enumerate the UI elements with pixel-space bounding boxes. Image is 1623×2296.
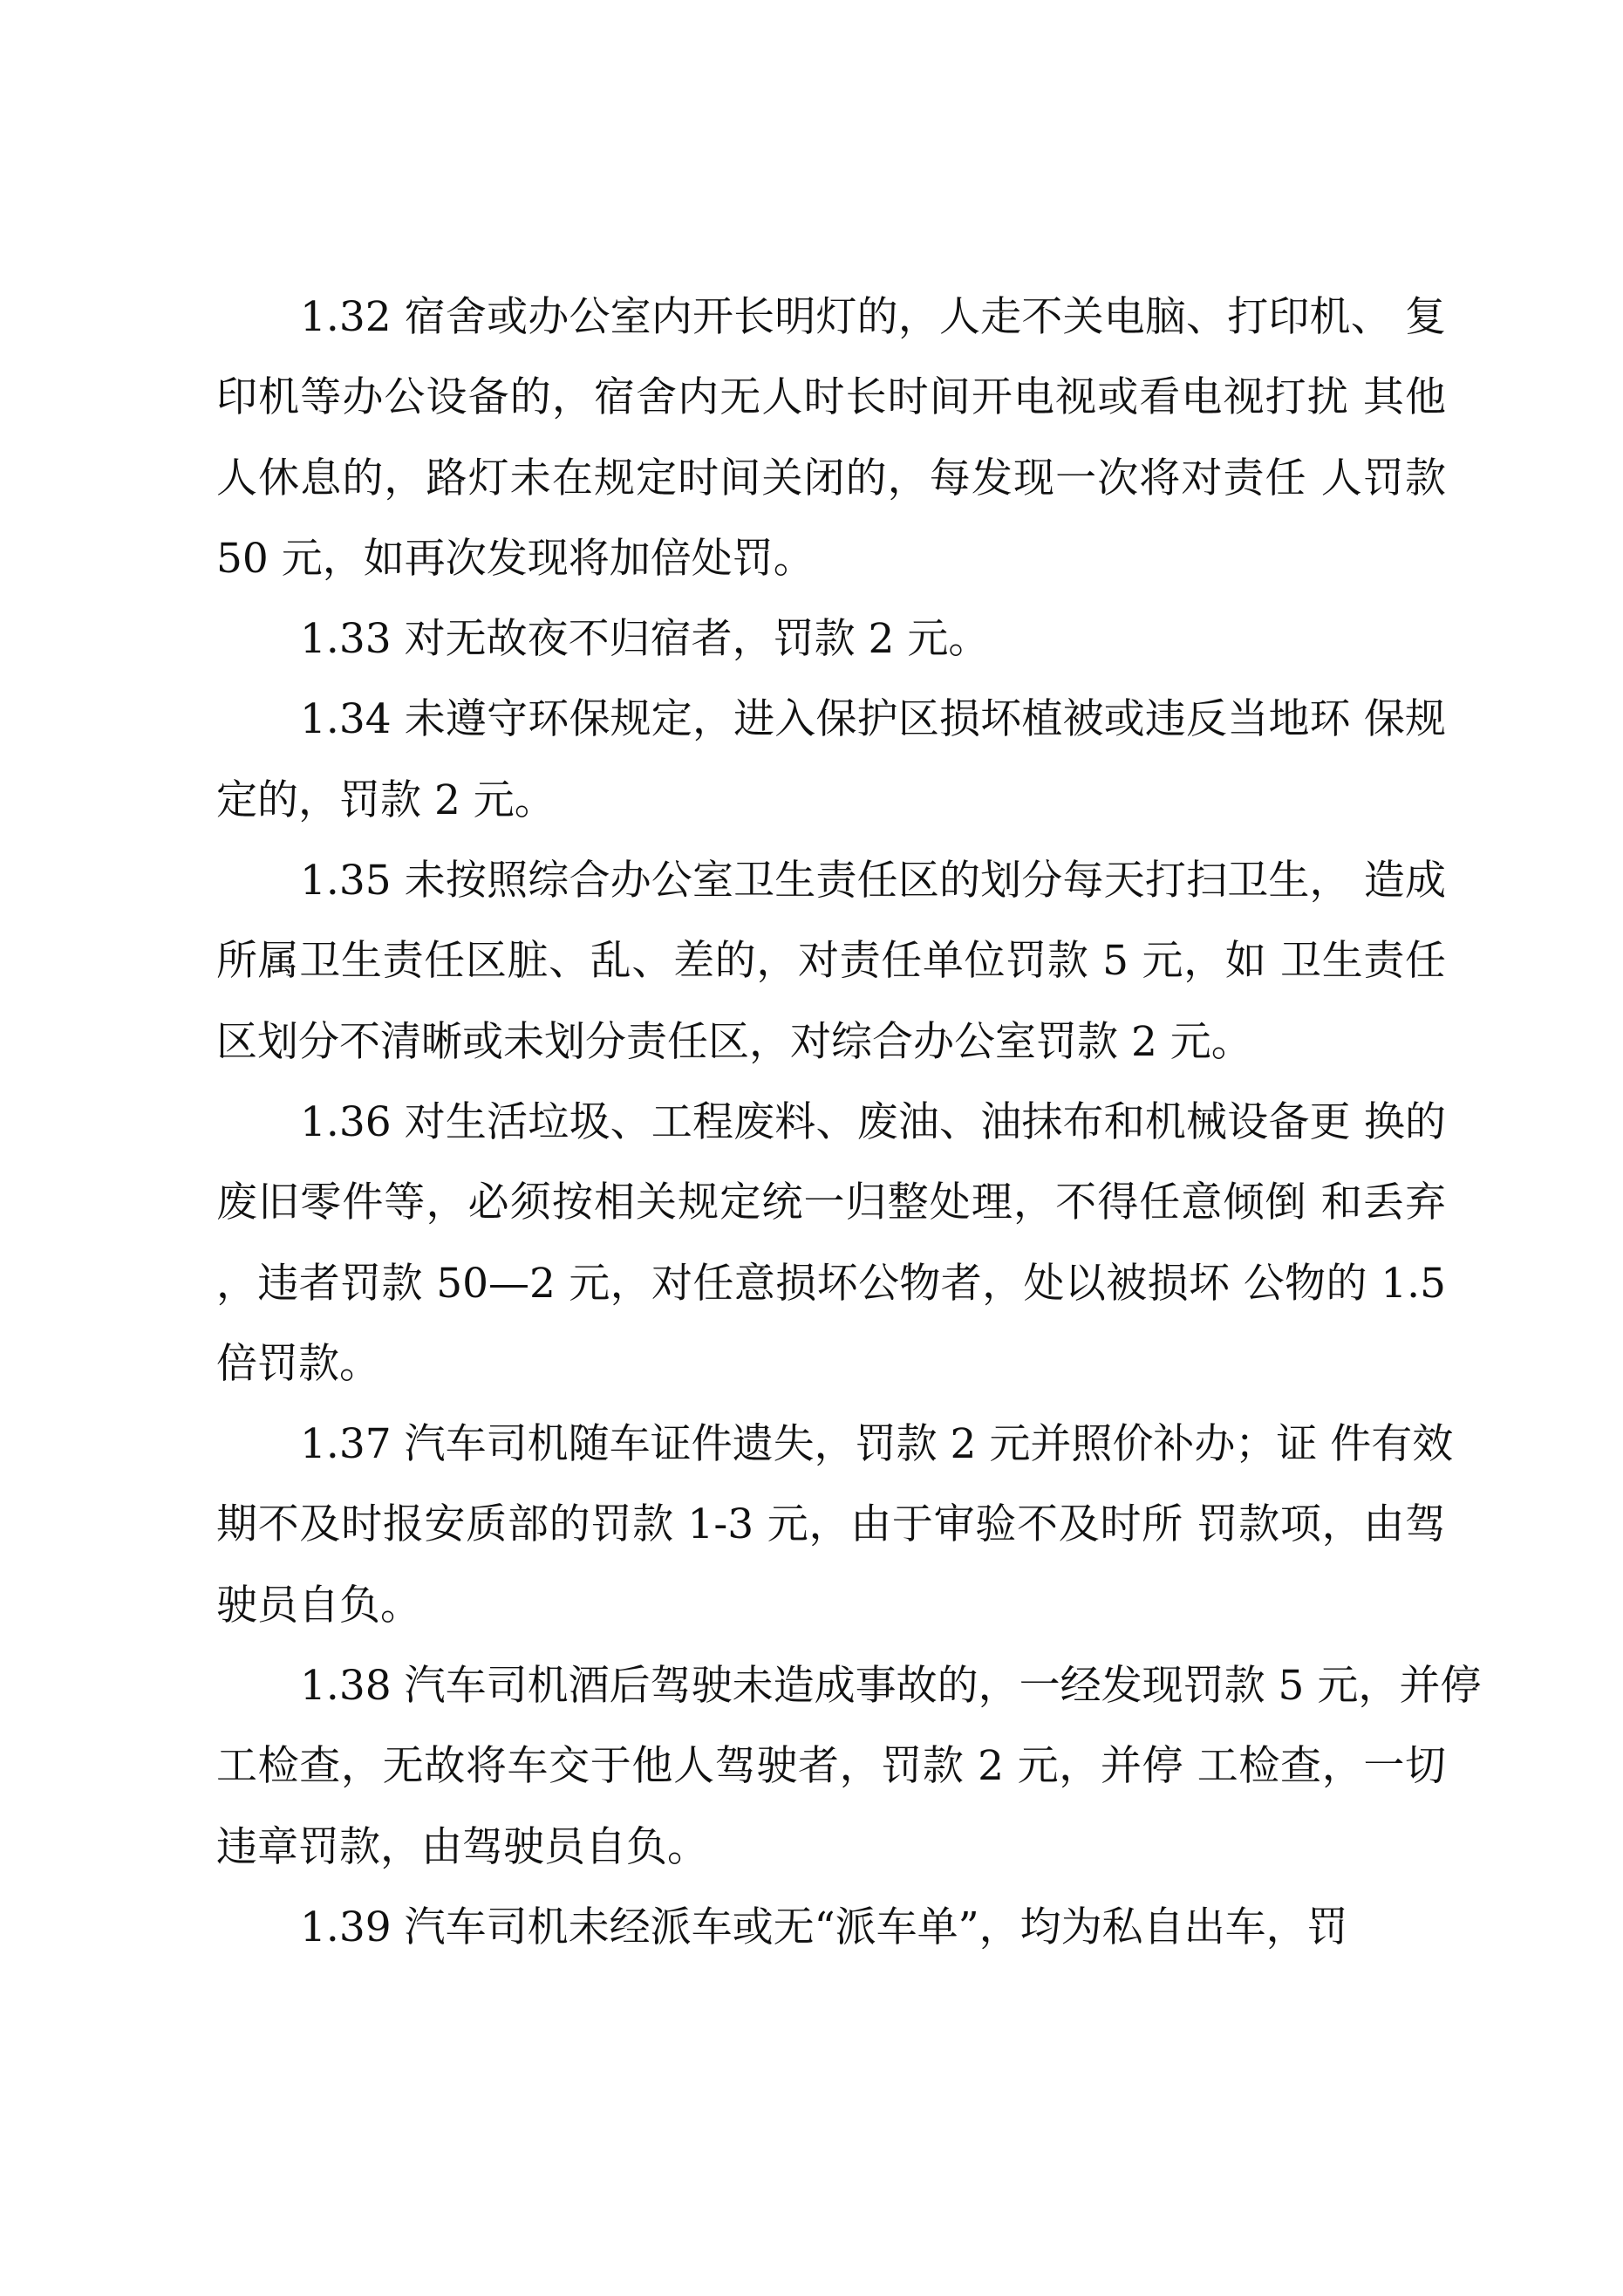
paragraph-1-38 — [216, 1646, 1482, 1888]
paragraph-1-39 — [216, 1888, 1446, 1968]
text-line: 1.38 汽车司机酒后驾驶未造成事故的，一经发现罚款 5 元，并停 — [300, 1662, 1482, 1711]
text-line: 1.36 对生活垃圾、工程废料、废油、油抹布和机械设备更 换的 — [300, 1097, 1446, 1146]
text-line: 1.39 汽车司机未经派车或无“派车单”，均为私自出车，罚 — [300, 1903, 1348, 1951]
text-line: 区划分不清晰或未划分责任区，对综合办公室罚款 2 元。 — [216, 1017, 1252, 1066]
text-line: 倍罚款。 — [216, 1339, 380, 1388]
text-line: 印机等办公设备的，宿舍内无人时长时间开电视或看电视打扰 其他 — [216, 373, 1446, 422]
text-line: 违章罚款，由驾驶员自负。 — [216, 1822, 708, 1871]
text-line: 1.37 汽车司机随车证件遗失，罚款 2 元并照价补办；证 件有效 — [300, 1420, 1454, 1469]
text-line: 期不及时报安质部的罚款 1-3 元，由于审验不及时所 罚款项，由驾 — [216, 1500, 1446, 1549]
text-line: 1.35 未按照综合办公室卫生责任区的划分每天打扫卫生， 造成 — [300, 857, 1446, 905]
text-line: 废旧零件等，必须按相关规定统一归整处理，不得任意倾倒 和丢弃 — [216, 1179, 1446, 1227]
document-body — [216, 277, 1482, 1968]
text-line: 50 元，如再次发现将加倍处罚。 — [216, 534, 815, 583]
paragraph-1-32 — [216, 277, 1446, 599]
text-line: ，违者罚款 50—2 元，对任意损坏公物者，处以被损坏 公物的 1.5 — [216, 1259, 1446, 1308]
text-line: 1.32 宿舍或办公室内开长明灯的，人走不关电脑、打印机、 复 — [300, 293, 1446, 341]
text-line: 驶员自负。 — [216, 1581, 421, 1630]
paragraph-1-37 — [216, 1404, 1454, 1646]
paragraph-1-36 — [216, 1083, 1446, 1404]
text-line: 工检查，无故将车交于他人驾驶者，罚款 2 元，并停 工检查，一切 — [216, 1742, 1446, 1791]
text-line: 人休息的，路灯未在规定时间关闭的，每发现一次将对责任 人罚款 — [216, 454, 1446, 502]
paragraph-1-34 — [216, 680, 1446, 841]
text-line: 1.33 对无故夜不归宿者，罚款 2 元。 — [300, 615, 990, 664]
paragraph-1-33 — [216, 599, 1446, 680]
text-line: 所属卫生责任区脏、乱、差的，对责任单位罚款 5 元，如 卫生责任 — [216, 937, 1446, 986]
text-line: 1.34 未遵守环保规定，进入保护区损坏植被或违反当地环 保规 — [300, 695, 1446, 744]
text-line: 定的，罚款 2 元。 — [216, 776, 556, 824]
paragraph-1-35 — [216, 841, 1446, 1083]
